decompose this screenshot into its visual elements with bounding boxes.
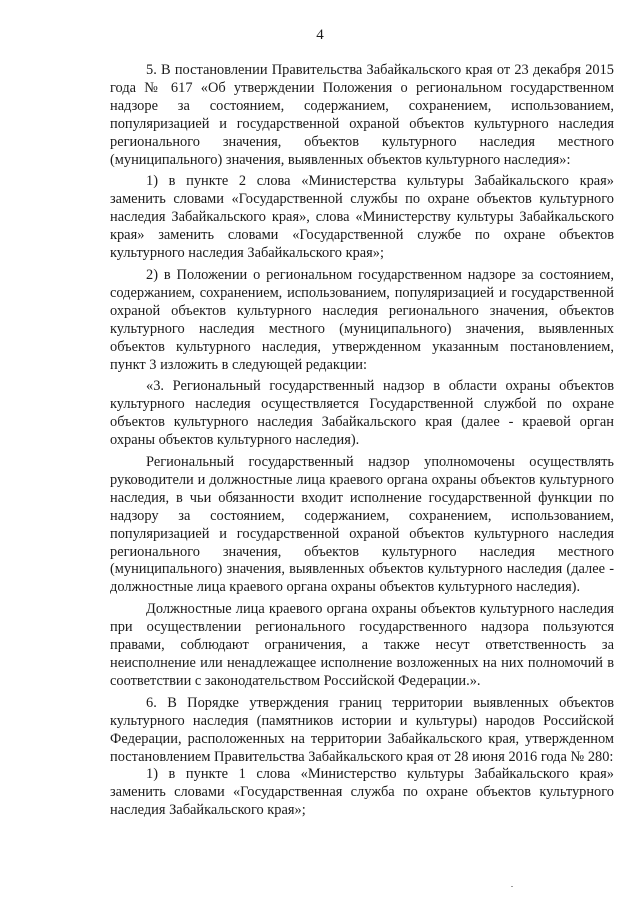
paragraph-item-6-subitem-1: 1) в пункте 1 слова «Министерство культуры Забайкальского края» заменить словами «Государственная служба по охране объектов культурного наследия Забайкальского края»; [110,766,614,819]
paragraph-quote-point-3: «3. Региональный государственный надзор в области охраны объектов культурного наследия осуществляется Государственной службой по охране объектов культурного наследия Забайкальского края (далее - краевой орган охраны объектов культурного наследия). [110,378,614,449]
paragraph-subitem-2: 2) в Положении о региональном государственном надзоре за состоянием, содержанием, сохранением, использованием, популяризацией и государственной охраной объектов культурного наследия регионального значения, объектов культурного наследия местного (муниципального) значения, выявленных объектов культурного наследия, утвержденном указанным постановлением, пункт 3 изложить в следующей редакции: [110,266,614,373]
document-body [110,62,614,824]
paragraph-item-5: 5. В постановлении Правительства Забайкальского края от 23 декабря 2015 года № 617 «Об утверждении Положения о региональном государственном надзоре за состоянием, содержанием, сохранением, использованием, популяризацией и государственной охраной объектов культурного наследия регионального значения, объектов культурного наследия местного (муниципального) значения, выявленных объектов культурного наследия»: [110,62,614,168]
paragraph-officials-rights: Должностные лица краевого органа охраны объектов культурного наследия при осуществлении регионального государственного надзора пользуются правами, соблюдают ограничения, а также несут ответственность за неисполнение или ненадлежащее исполнение возложенных на них полномочий в соответствии с законодательством Российской Федерации.». [110,601,614,689]
paragraph-subitem-1: 1) в пункте 2 слова «Министерства культуры Забайкальского края» заменить словами «Государственной службы по охране объектов культурного наследия Забайкальского края», слова «Министерству культуры Забайкальского края» заменить словами «Государственной службе по охране объектов культурного наследия Забайкальского края»; [110,173,614,262]
paragraph-item-6: 6. В Порядке утверждения границ территории выявленных объектов культурного наследия (памятников истории и культуры) народов Российской Федерации, расположенных на территории Забайкальского края, утвержденном постановлением Правительства Забайкальского края от 28 июня 2016 года № 280: [110,694,614,765]
scan-speck [511,886,513,887]
paragraph-supervision-officials: Региональный государственный надзор уполномочены осуществлять руководители и должностные лица краевого органа охраны объектов культурного наследия, в чьи обязанности входит исполнение государственной функции по надзору за состоянием, содержанием, сохранением, использованием, популяризацией и государственной охраной объектов культурного наследия регионального значения, объектов культурного наследия местного (муниципального) значения, выявленных объектов культурного наследия (далее - должностные лица краевого органа охраны объектов культурного наследия). [110,454,614,596]
page-number: 4 [316,27,324,43]
